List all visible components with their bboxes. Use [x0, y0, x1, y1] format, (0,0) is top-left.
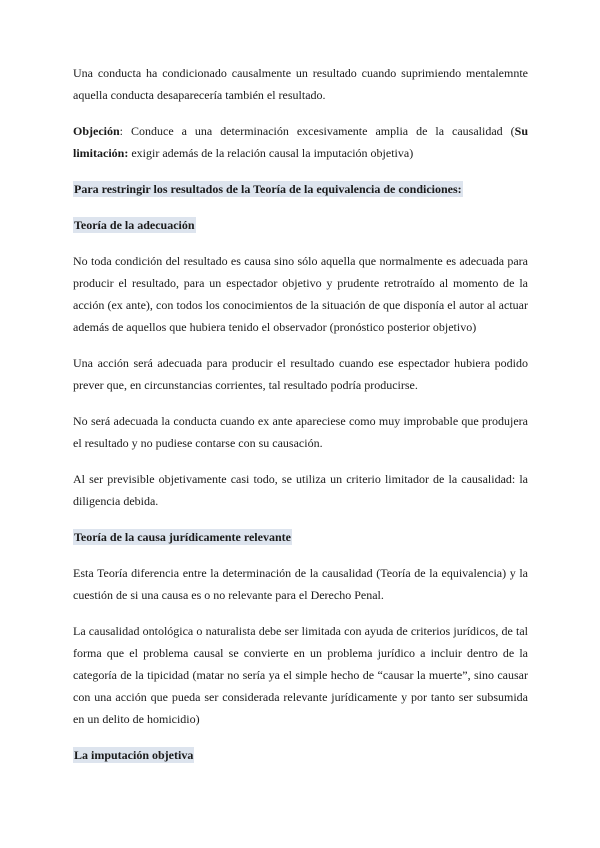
paragraph-objecion [73, 120, 528, 164]
su-limitacion-label: Su limitación: [73, 124, 528, 160]
paragraph-adecuacion-4: Al ser previsible objetivamente casi todo, se utiliza un criterio limitador de la causalidad: la diligencia debida. [73, 472, 528, 508]
heading-relevante: Teoría de la causa jurídicamente relevante [74, 530, 291, 544]
paragraph-adecuacion-2: Una acción será adecuada para producir el resultado cuando ese espectador hubiera podido prever que, en circunstancias corrientes, tal resultado podría producirse. [73, 356, 528, 392]
heading-imputacion-block [73, 744, 528, 766]
paragraph-relevante-2: La causalidad ontológica o naturalista debe ser limitada con ayuda de criterios jurídicos, de tal forma que el problema causal se convierte en un problema jurídico a incluir dentro de la categoría de la tipicidad (matar no sería ya el simple hecho de “causar la muerte”, sino causar con una acción que pueda ser considerada relevante jurídicamente y por tanto ser subsumida en un delito de homicidio) [73, 624, 528, 726]
paragraph-relevante-1: Esta Teoría diferencia entre la determinación de la causalidad (Teoría de la equivalencia) y la cuestión de si una causa es o no relevante para el Derecho Penal. [73, 566, 528, 602]
paragraph-adecuacion-3: No será adecuada la conducta cuando ex ante apareciese como muy improbable que produjera el resultado y no pudiese contarse con su causación. [73, 414, 528, 450]
objecion-label: Objeción [73, 124, 120, 138]
heading-restringir-block [73, 178, 528, 200]
paragraph-intro: Una conducta ha condicionado causalmente un resultado cuando suprimiendo mentalemnte aquella conducta desaparecería también el resultado. [73, 66, 528, 102]
objecion-text: : Conduce a una determinación excesivamente amplia de la causalidad ( [119, 124, 515, 138]
paragraph-adecuacion-1: No toda condición del resultado es causa sino sólo aquella que normalmente es adecuada para producir el resultado, para un espectador objetivo y prudente retrotraído al momento de la acción (ex ante), con todos los conocimientos de la situación de que disponía el autor al actuar además de aquellos que hubiera tenido el observador (pronóstico posterior objetivo) [73, 254, 528, 334]
heading-relevante-block [73, 526, 528, 548]
su-limitacion-text: exigir además de la relación causal la imputación objetiva) [128, 146, 414, 160]
heading-restringir: Para restringir los resultados de la Teoría de la equivalencia de condiciones: [74, 182, 462, 196]
heading-adecuacion: Teoría de la adecuación [74, 218, 195, 232]
heading-adecuacion-block [73, 214, 528, 236]
heading-imputacion: La imputación objetiva [74, 748, 194, 762]
